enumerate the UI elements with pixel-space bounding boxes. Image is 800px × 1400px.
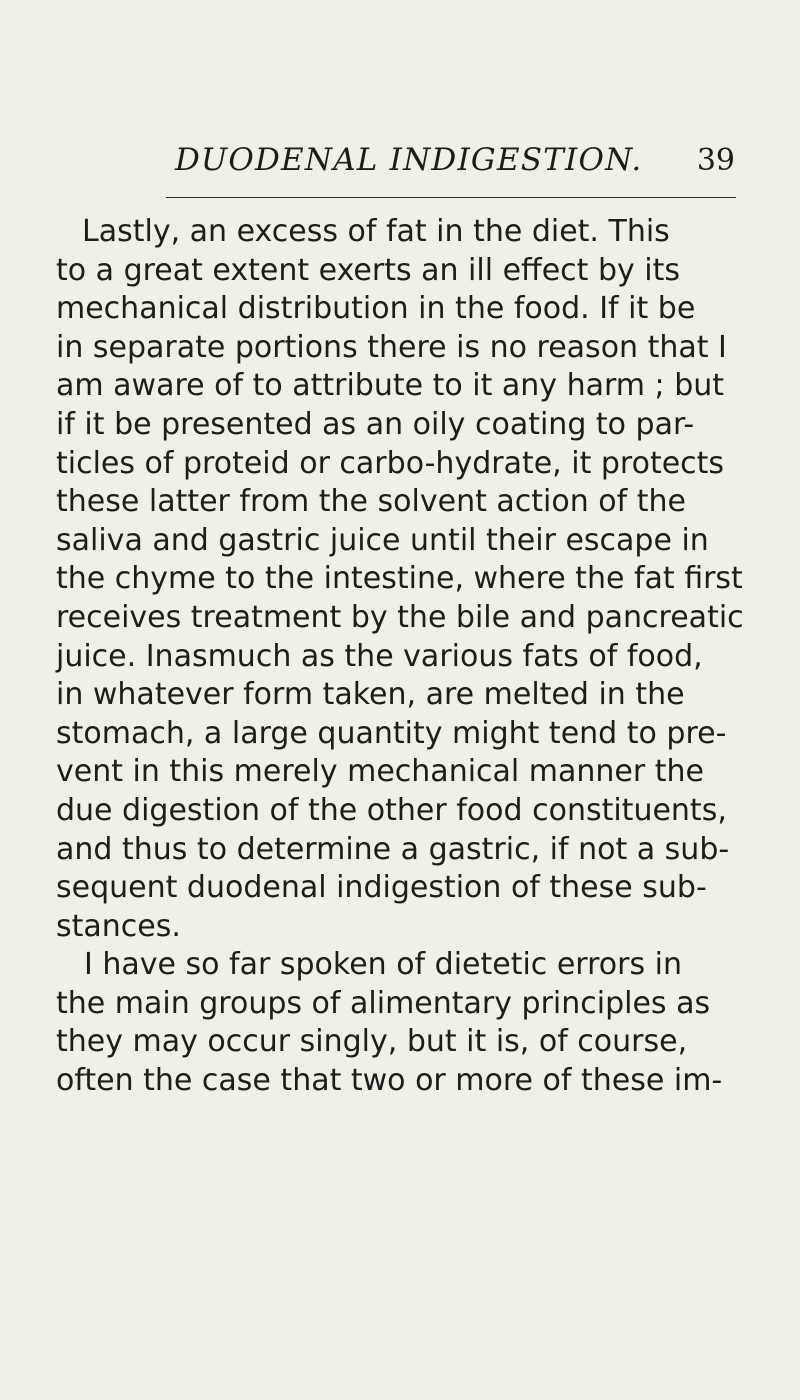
text-line: stances.	[56, 908, 181, 944]
text-line: to a great extent exerts an ill effect by its	[56, 252, 681, 288]
text-line: the chyme to the intestine, where the fat first	[56, 561, 743, 597]
text-line: ticles of proteid or carbo-hydrate, it protects	[56, 445, 725, 481]
text-line: I have so far spoken of dietetic errors in	[84, 947, 682, 983]
running-head: DUODENAL INDIGESTION.	[175, 142, 643, 178]
text-line: the main groups of alimentary principles as	[56, 985, 711, 1021]
text-line: am aware of to attribute to it any harm ; but	[56, 368, 725, 404]
text-line: they may occur singly, but it is, of course,	[56, 1024, 688, 1060]
body-text	[56, 213, 746, 1101]
text-line: receives treatment by the bile and pancreatic	[56, 599, 744, 635]
text-line: and thus to determine a gastric, if not a sub-	[56, 831, 730, 867]
text-line: Lastly, an excess of fat in the diet. This	[82, 214, 670, 249]
text-line: saliva and gastric juice until their escape in	[56, 522, 709, 558]
text-line: if it be presented as an oily coating to par-	[56, 406, 695, 442]
text-line: vent in this merely mechanical manner the	[56, 754, 704, 790]
text-line: juice. Inasmuch as the various fats of food,	[56, 638, 703, 674]
text-line: sequent duodenal indigestion of these sub-	[56, 870, 707, 906]
text-line: often the case that two or more of these im-	[56, 1063, 723, 1099]
text-line: in separate portions there is no reason that I	[56, 329, 727, 365]
page-number: 39	[696, 143, 735, 178]
text-line: in whatever form taken, are melted in the	[56, 677, 685, 713]
text-line: due digestion of the other food constituents,	[56, 792, 727, 828]
header-rule	[166, 197, 736, 198]
text-line: stomach, a large quantity might tend to pre-	[56, 715, 727, 751]
text-line: mechanical distribution in the food. If it be	[56, 291, 696, 327]
page-header	[175, 142, 735, 185]
text-line: these latter from the solvent action of the	[56, 484, 686, 520]
